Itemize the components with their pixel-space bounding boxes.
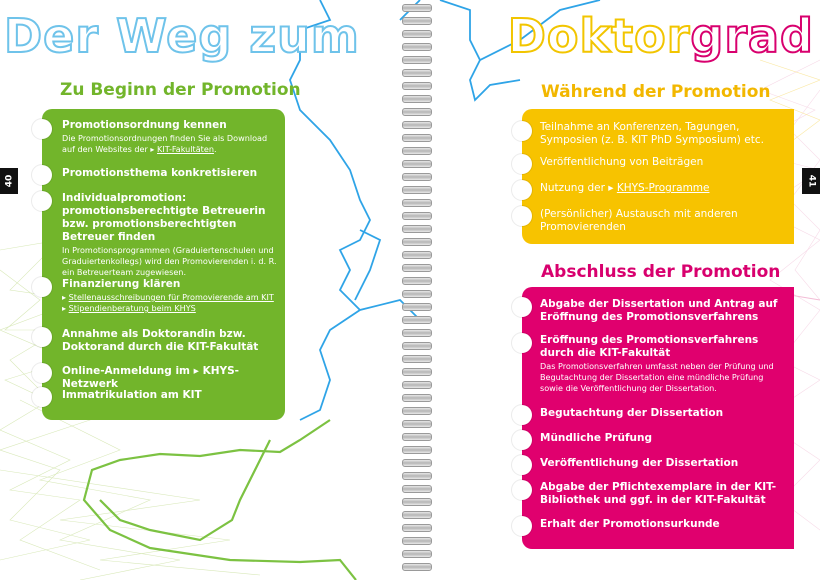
- kit-faculties-link[interactable]: KIT-Fakultäten: [157, 144, 214, 154]
- spiral-ring: [402, 446, 432, 454]
- spiral-ring: [402, 30, 432, 38]
- scholarship-advice-link[interactable]: Stipendienberatung beim KHYS: [68, 303, 196, 313]
- bullet-circle-icon: [32, 191, 52, 211]
- bullet-circle-icon: [512, 455, 532, 475]
- item-title: Erhalt der Promotionsurkunde: [540, 518, 720, 530]
- item-title: Promotionsordnung kennen: [62, 119, 227, 131]
- bullet-circle-icon: [32, 327, 52, 347]
- bullet-circle-icon: [512, 154, 532, 174]
- bullet-circle-icon: [512, 206, 532, 226]
- page-number-left: 40: [0, 168, 18, 194]
- spiral-ring: [402, 160, 432, 168]
- card-completion: Abgabe der Dissertation und Antrag auf Eröffnung des Promotionsverfahrens Eröffnung des Promotionsverfahrens durch die KIT-Fakultät Das Promotionsverfahren umfasst neben der Prüfung und Begutachtung der Dissertation eine mündliche Prüfung sowie die Veröffentlichung der Dissertation. Begutachtung der Dissertation Mündliche Prüfung Veröffentlichung der Dissertation Abgabe der Pflichtexemplare in der KIT-Bibliothek und ggf. in der KIT-Fakultät Erhalt der Promotionsurkunde: [522, 287, 794, 549]
- spiral-ring: [402, 303, 432, 311]
- spiral-ring: [402, 17, 432, 25]
- spiral-ring: [402, 147, 432, 155]
- spiral-ring: [402, 95, 432, 103]
- item-title: Mündliche Prüfung: [540, 432, 652, 444]
- bullet-circle-icon: [512, 405, 532, 425]
- bullet-circle-icon: [512, 180, 532, 200]
- spiral-ring: [402, 394, 432, 402]
- spiral-ring: [402, 381, 432, 389]
- bullet-circle-icon: [32, 363, 52, 383]
- spiral-ring: [402, 342, 432, 350]
- page-number-right: 41: [802, 168, 820, 194]
- bullet-circle-icon: [32, 387, 52, 407]
- khys-network-link[interactable]: KHYS-Netzwerk: [62, 365, 240, 390]
- item-title: Begutachtung der Dissertation: [540, 407, 724, 419]
- spiral-ring: [402, 511, 432, 519]
- spiral-ring: [402, 199, 432, 207]
- spiral-ring: [402, 290, 432, 298]
- spiral-ring: [402, 563, 432, 571]
- spiral-ring: [402, 355, 432, 363]
- spiral-ring: [402, 264, 432, 272]
- bullet-circle-icon: [512, 430, 532, 450]
- item-title: Immatrikulation am KIT: [62, 389, 202, 401]
- spiral-ring: [402, 212, 432, 220]
- item-title: Veröffentlichung von Beiträgen: [540, 156, 704, 168]
- bullet-circle-icon: [32, 119, 52, 139]
- job-ads-link[interactable]: Stellenausschreibungen für Promovierende am KIT: [68, 292, 274, 302]
- bullet-circle-icon: [512, 516, 532, 536]
- item-title: (Persönlicher) Austausch mit anderen Promovierenden: [540, 208, 738, 233]
- title-right-part1: Doktor: [507, 9, 691, 63]
- spiral-ring: [402, 329, 432, 337]
- spiral-binding: [400, 0, 435, 580]
- heading-during: Während der Promotion: [541, 82, 771, 102]
- item-title: Abgabe der Dissertation und Antrag auf Eröffnung des Promotionsverfahrens: [540, 298, 778, 323]
- title-right-part2: grad: [690, 9, 814, 63]
- spiral-ring: [402, 173, 432, 181]
- spiral-ring: [402, 251, 432, 259]
- item-title: Annahme als Doktorandin bzw. Doktorand durch die KIT-Fakultät: [62, 328, 259, 353]
- spiral-ring: [402, 472, 432, 480]
- item-title: Finanzierung klären: [62, 278, 181, 290]
- spiral-ring: [402, 433, 432, 441]
- spiral-ring: [402, 43, 432, 51]
- spiral-ring: [402, 368, 432, 376]
- spiral-ring: [402, 82, 432, 90]
- spiral-ring: [402, 238, 432, 246]
- spiral-ring: [402, 485, 432, 493]
- spiral-ring: [402, 550, 432, 558]
- spiral-ring: [402, 524, 432, 532]
- bullet-circle-icon: [512, 121, 532, 141]
- item-title: Individualpromotion: promotionsberechtigte Betreuerin bzw. promotionsberechtigten Betreuer finden: [62, 192, 266, 243]
- spiral-ring: [402, 459, 432, 467]
- spiral-ring: [402, 186, 432, 194]
- item-title: Teilnahme an Konferenzen, Tagungen, Symposien (z. B. KIT PhD Symposium) etc.: [540, 121, 764, 146]
- title-right: [508, 8, 814, 64]
- spiral-ring: [402, 56, 432, 64]
- khys-programs-link[interactable]: KHYS-Programme: [616, 182, 710, 194]
- card-beginning: Promotionsordnung kennen Die Promotionsordnungen finden Sie als Download auf den Websites der ▸ KIT-Fakultäten. Promotionsthema konkretisieren Individualpromotion: promotionsberechtigte Betreuerin bzw. promotionsberechtigten Betreuer finden In Promotionsprogrammen (Graduiertenschulen und Graduiertenkollegs) wird den Promovierenden i. d. R. ein Betreuerteam zugewiesen. Finanzierung klären ▸ Stellenausschreibungen für Promovierende am KIT ▸ Stipendienberatung beim KHYS Annahme als Doktorandin bzw. Doktorand durch die KIT-Fakultät Online-Anmeldung im ▸ KHYS-Netzwerk Immatrikulation am KIT: [42, 109, 285, 420]
- title-left: Der Weg zum: [4, 9, 360, 63]
- spiral-ring: [402, 498, 432, 506]
- bullet-circle-icon: [512, 297, 532, 317]
- spiral-ring: [402, 225, 432, 233]
- spiral-ring: [402, 69, 432, 77]
- spiral-ring: [402, 537, 432, 545]
- spiral-ring: [402, 108, 432, 116]
- spiral-ring: [402, 4, 432, 12]
- bullet-circle-icon: [512, 333, 532, 353]
- bullet-circle-icon: [32, 165, 52, 185]
- spiral-ring: [402, 316, 432, 324]
- card-during: Teilnahme an Konferenzen, Tagungen, Symposien (z. B. KIT PhD Symposium) etc. Veröffentlichung von Beiträgen Nutzung der ▸ KHYS-Programme (Persönlicher) Austausch mit anderen Promovierenden: [522, 109, 794, 244]
- spiral-ring: [402, 420, 432, 428]
- bullet-circle-icon: [512, 480, 532, 500]
- item-title: Eröffnung des Promotionsverfahrens durch die KIT-Fakultät: [540, 334, 759, 359]
- item-title: Veröffentlichung der Dissertation: [540, 457, 739, 469]
- heading-completion: Abschluss der Promotion: [541, 262, 781, 282]
- heading-beginning: Zu Beginn der Promotion: [60, 80, 301, 100]
- spiral-ring: [402, 407, 432, 415]
- spiral-ring: [402, 121, 432, 129]
- item-title: Promotionsthema konkretisieren: [62, 167, 258, 179]
- spiral-ring: [402, 134, 432, 142]
- item-title: Abgabe der Pflichtexemplare in der KIT-Bibliothek und ggf. in der KIT-Fakultät: [540, 481, 777, 506]
- spiral-ring: [402, 277, 432, 285]
- bullet-circle-icon: [32, 277, 52, 297]
